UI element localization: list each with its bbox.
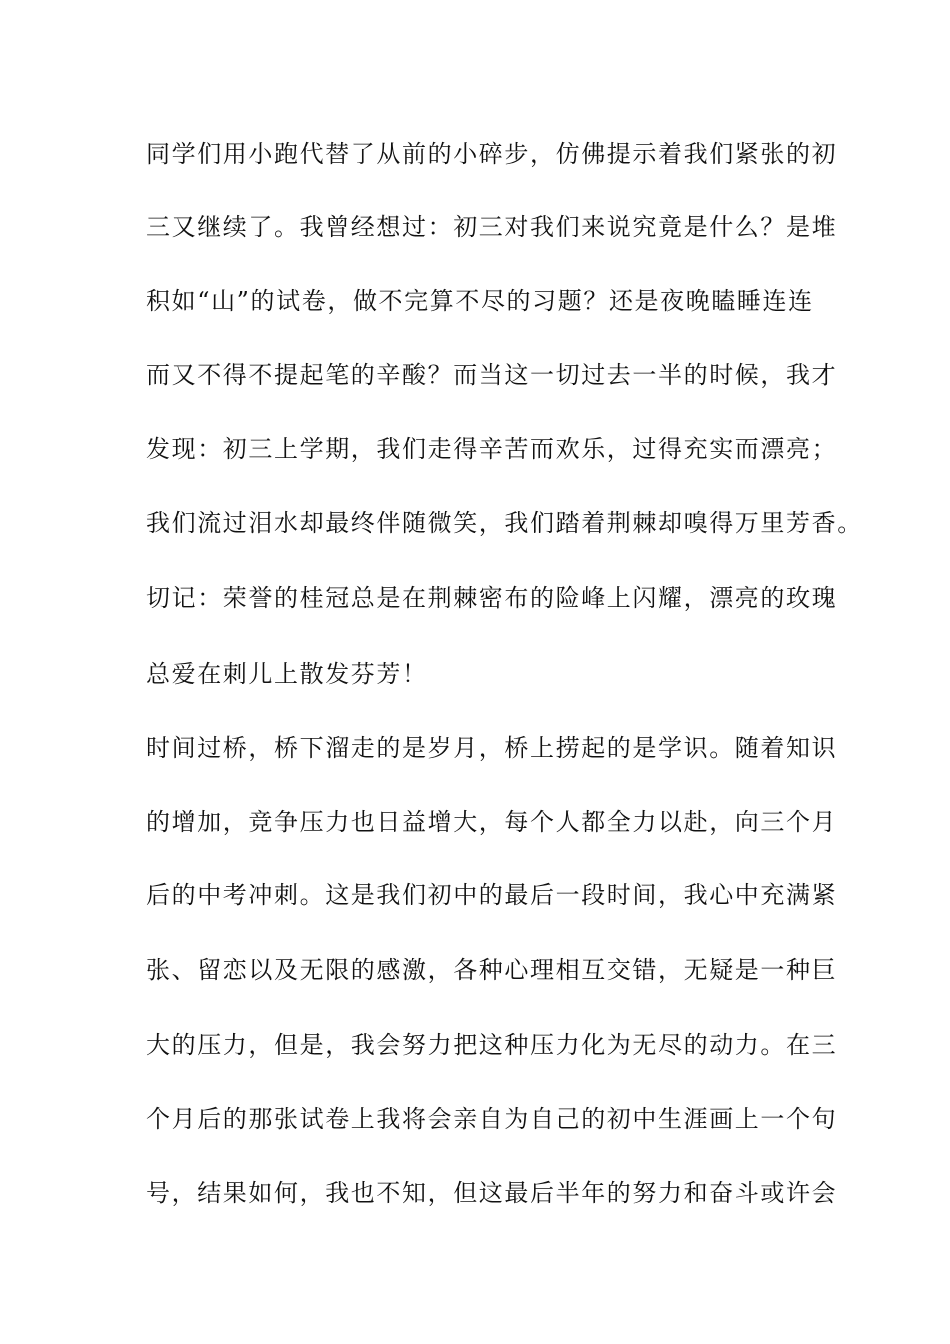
text-line: 三又继续了。我曾经想过：初三对我们来说究竟是什么？是堆: [146, 213, 838, 241]
text-line: 张、留恋以及无限的感激，各种心理相互交错，无疑是一种巨: [146, 956, 838, 984]
text-line: 后的中考冲刺。这是我们初中的最后一段时间，我心中充满紧: [146, 881, 838, 909]
text-line: 我们流过泪水却最终伴随微笑，我们踏着荆棘却嗅得万里芳香。: [146, 509, 863, 537]
text-line: 切记：荣誉的桂冠总是在荆棘密布的险峰上闪耀，漂亮的玫瑰: [146, 584, 838, 612]
text-line: 号，结果如何，我也不知，但这最后半年的努力和奋斗或许会: [146, 1179, 838, 1207]
text-line: 积如“山”的试卷，做不完算不尽的习题？还是夜晚瞌睡连连: [146, 287, 814, 315]
text-line: 个月后的那张试卷上我将会亲自为自己的初中生涯画上一个句: [146, 1105, 838, 1133]
text-line: 总爱在刺儿上散发芬芳！: [146, 660, 428, 688]
text-line: 大的压力，但是，我会努力把这种压力化为无尽的动力。在三: [146, 1031, 838, 1059]
text-line: 而又不得不提起笔的辛酸？而当这一切过去一半的时候，我才: [146, 361, 838, 389]
text-line: 同学们用小跑代替了从前的小碎步，仿佛提示着我们紧张的初: [146, 140, 838, 168]
text-line: 发现：初三上学期，我们走得辛苦而欢乐，过得充实而漂亮；: [146, 435, 838, 463]
text-line: 时间过桥，桥下溜走的是岁月，桥上捞起的是学识。随着知识: [146, 734, 838, 762]
text-line: 的增加，竞争压力也日益增大，每个人都全力以赴，向三个月: [146, 808, 838, 836]
